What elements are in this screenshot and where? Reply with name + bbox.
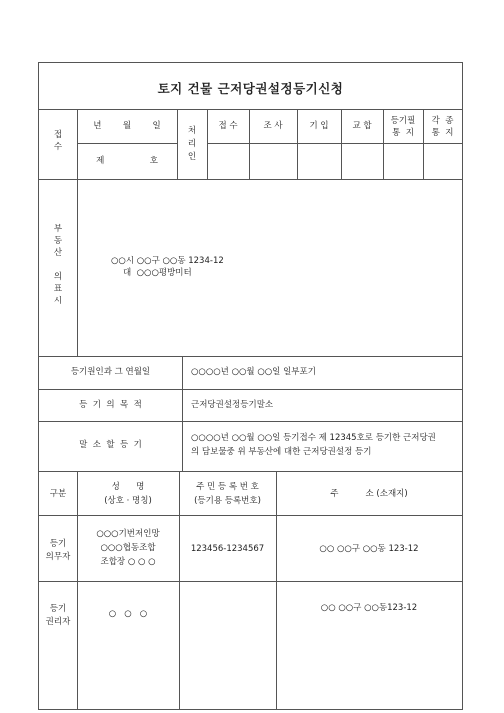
reception-label: 접 수 (53, 130, 63, 152)
divider (39, 356, 462, 357)
id-header: 주 민 등 록 번 호 (196, 482, 259, 492)
divider (182, 356, 183, 471)
processor-label: 처 리 인 (187, 126, 197, 162)
reception-date-label: 년 월 일 (93, 121, 161, 131)
divider (77, 143, 177, 144)
obligor-id: 123456-1234567 (190, 544, 265, 554)
divider (39, 471, 462, 472)
purpose-value: 근저당권설정등기말소 (191, 400, 274, 410)
col-check: 교 합 (352, 121, 372, 131)
divider (77, 179, 78, 356)
form-title: 토지 건물 근저당권설정등기신청 (157, 81, 344, 96)
property-address: ○○시 ○○구 ○○동 1234-12 (111, 256, 224, 266)
divider (297, 109, 298, 179)
rightholder-name: ○ ○ ○ (108, 609, 148, 619)
purpose-label: 등 기 의 목 적 (79, 400, 142, 410)
property-label: 부 동 산 의 표 시 (53, 224, 63, 306)
rightholder-label: 등기 권리자 (45, 604, 71, 627)
obligor-address: ○○ ○○구 ○○동 123-12 (319, 544, 419, 554)
col-registration-notice: 등기필 통 지 (390, 116, 416, 138)
cancel-label: 말 소 할 등 기 (79, 440, 142, 450)
cancel-line2: 의 담보물중 위 부동산에 대한 근저당권설정 등기 (191, 447, 372, 457)
cause-label: 등기원인과 그 연월일 (70, 367, 151, 377)
col-entry: 기 입 (309, 121, 329, 131)
divider (341, 109, 342, 179)
cancel-line1: ○○○○년 ○○월 ○○일 등기접수 제 12345호로 등기한 근저당권 (191, 433, 436, 443)
id-subheader: (등기용 등록번호) (194, 496, 261, 506)
division-header: 구분 (49, 489, 67, 499)
application-form (38, 62, 463, 710)
divider (39, 389, 462, 390)
reception-number-label: 제 호 (96, 156, 158, 166)
col-reception: 접 수 (218, 121, 238, 131)
property-area: 대 ○○○평방미터 (123, 268, 192, 278)
name-subheader: (상호 · 명칭) (104, 496, 152, 506)
divider (77, 109, 78, 179)
obligor-label: 등기 의무자 (45, 539, 71, 562)
cause-value: ○○○○년 ○○월 ○○일 일부포기 (191, 367, 316, 377)
divider (39, 515, 462, 516)
col-investigation: 조 사 (263, 121, 283, 131)
col-various-notice: 각 종 통 지 (431, 116, 454, 138)
divider (276, 471, 277, 709)
obligor-name-line1: ○○○기번저인망 (96, 529, 160, 539)
divider (249, 109, 250, 179)
address-header: 주 소 (소재지) (330, 489, 408, 499)
name-header: 성 명 (111, 482, 145, 492)
obligor-name-line3: 조합장 ○ ○ ○ (100, 557, 156, 567)
divider (39, 581, 462, 582)
divider (39, 109, 462, 110)
divider (207, 109, 208, 179)
divider (39, 421, 462, 422)
obligor-name-line2: ○○○협동조합 (100, 543, 156, 553)
divider (39, 179, 462, 180)
rightholder-address: ○○ ○○구 ○○동123-12 (320, 603, 418, 613)
